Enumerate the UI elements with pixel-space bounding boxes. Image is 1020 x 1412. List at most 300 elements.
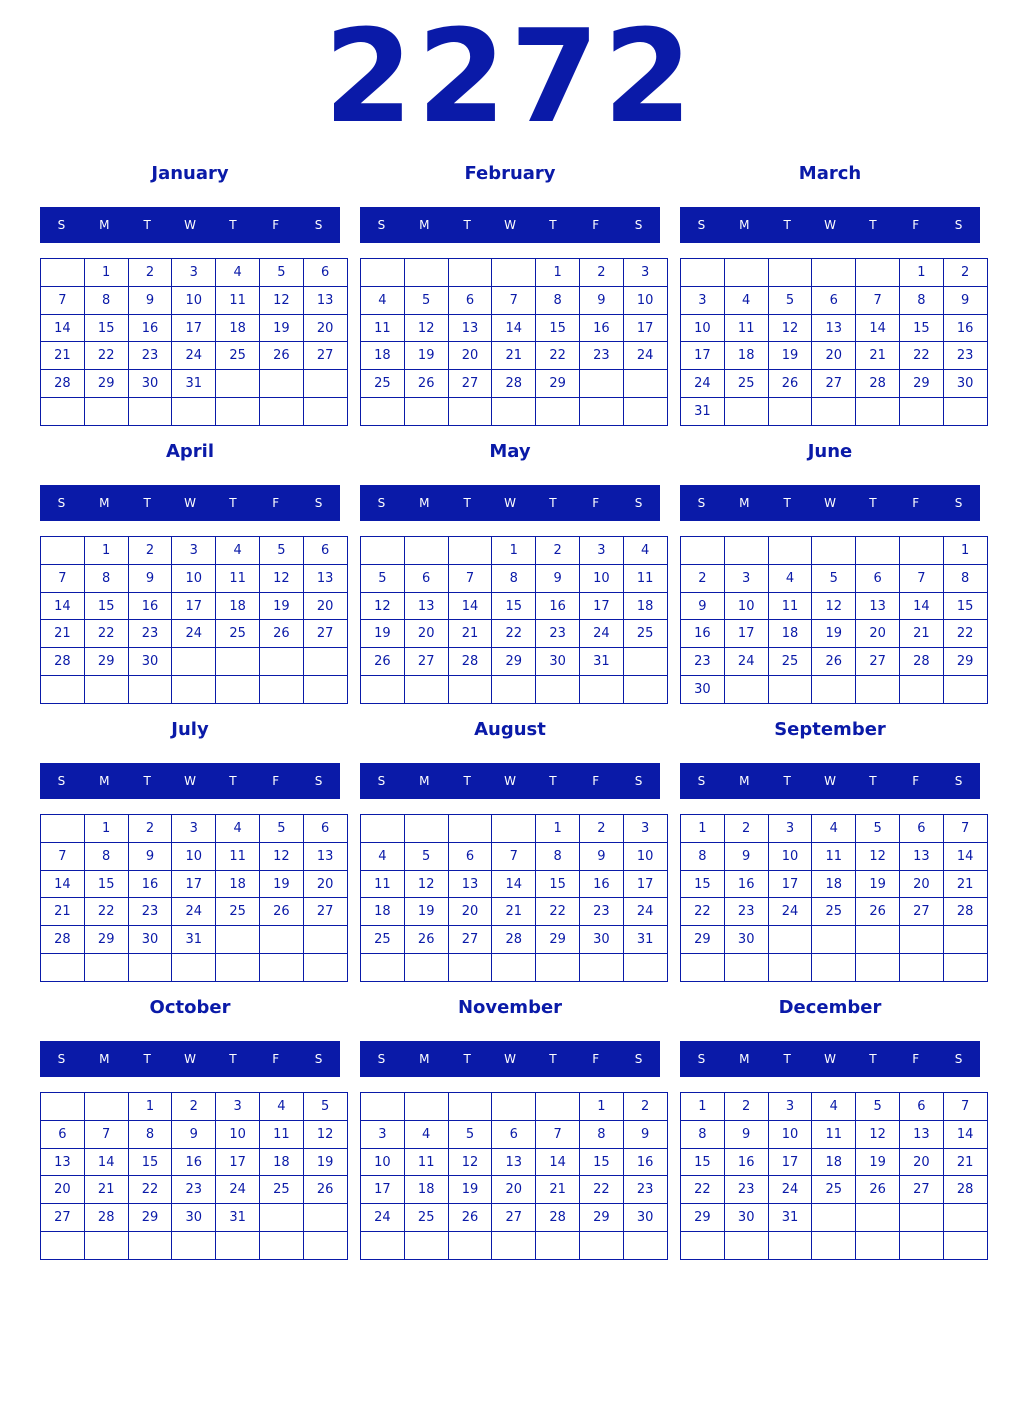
day-cell: 14 [492, 870, 536, 898]
day-cell [41, 259, 85, 287]
day-cell: 18 [724, 342, 768, 370]
day-cell: 8 [681, 842, 725, 870]
day-cell [128, 1232, 172, 1260]
week-row [681, 676, 988, 704]
day-cell: 30 [536, 648, 580, 676]
day-cell: 1 [84, 537, 128, 565]
weekday-label: M [739, 496, 750, 510]
week-row [41, 1120, 348, 1148]
day-cell: 29 [128, 1204, 172, 1232]
weekday-label: T [783, 774, 791, 788]
day-cell: 7 [536, 1120, 580, 1148]
day-cell: 4 [216, 259, 260, 287]
day-cell [856, 259, 900, 287]
day-cell: 27 [303, 342, 347, 370]
day-cell: 10 [768, 1120, 812, 1148]
day-cell [361, 398, 405, 426]
day-cell: 24 [579, 620, 623, 648]
weekday-label: M [739, 1052, 750, 1066]
weekday-label: M [419, 218, 430, 232]
week-row [361, 676, 668, 704]
day-cell [768, 954, 812, 982]
week-row [361, 1232, 668, 1260]
day-cell: 1 [681, 1093, 725, 1121]
week-row [361, 1120, 668, 1148]
weekday-label: F [912, 1052, 920, 1066]
day-cell: 28 [856, 370, 900, 398]
week-row [681, 620, 988, 648]
weekday-label: S [634, 496, 643, 510]
weekday-label: W [184, 774, 196, 788]
day-cell: 5 [361, 564, 405, 592]
day-cell: 12 [259, 286, 303, 314]
day-cell: 9 [128, 842, 172, 870]
day-cell: 25 [361, 926, 405, 954]
day-cell [768, 259, 812, 287]
day-cell: 11 [724, 314, 768, 342]
day-cell: 9 [128, 286, 172, 314]
day-cell: 21 [856, 342, 900, 370]
week-row [681, 898, 988, 926]
week-row [361, 1093, 668, 1121]
day-grid [360, 258, 668, 426]
day-cell: 23 [681, 648, 725, 676]
day-cell: 7 [899, 564, 943, 592]
month-name: July [171, 719, 209, 740]
month-name: January [151, 163, 229, 184]
week-row [681, 398, 988, 426]
day-cell: 27 [303, 898, 347, 926]
day-cell: 12 [404, 870, 448, 898]
day-cell: 16 [128, 314, 172, 342]
day-cell: 15 [943, 592, 987, 620]
day-cell: 26 [768, 370, 812, 398]
day-cell: 2 [724, 1093, 768, 1121]
week-row [681, 1093, 988, 1121]
day-cell [448, 954, 492, 982]
day-cell: 20 [303, 870, 347, 898]
weekday-header [680, 207, 980, 243]
week-row [681, 648, 988, 676]
day-cell [812, 676, 856, 704]
day-cell [492, 259, 536, 287]
day-cell: 23 [128, 620, 172, 648]
day-cell: 26 [259, 342, 303, 370]
day-cell [812, 398, 856, 426]
day-cell: 14 [943, 1120, 987, 1148]
day-cell: 24 [768, 898, 812, 926]
weekday-label: S [697, 1052, 706, 1066]
day-cell [41, 537, 85, 565]
weekday-label: T [549, 1052, 557, 1066]
day-cell: 8 [84, 286, 128, 314]
day-cell [492, 398, 536, 426]
day-cell: 30 [724, 926, 768, 954]
day-cell: 7 [84, 1120, 128, 1148]
day-cell [41, 676, 85, 704]
day-cell [84, 676, 128, 704]
day-cell: 17 [768, 870, 812, 898]
day-cell: 25 [724, 370, 768, 398]
day-cell: 5 [404, 842, 448, 870]
day-cell [216, 370, 260, 398]
day-cell: 12 [856, 1120, 900, 1148]
weekday-header [680, 1041, 980, 1077]
day-cell [579, 1232, 623, 1260]
weekday-label: T [229, 1052, 237, 1066]
month-name: November [457, 997, 563, 1018]
day-cell [899, 537, 943, 565]
week-row [41, 564, 348, 592]
day-cell: 4 [361, 842, 405, 870]
day-cell: 8 [943, 564, 987, 592]
week-row [361, 648, 668, 676]
day-cell: 11 [216, 842, 260, 870]
weekday-label: T [229, 496, 237, 510]
day-cell: 4 [623, 537, 667, 565]
day-cell [768, 537, 812, 565]
day-cell: 26 [303, 1176, 347, 1204]
day-cell: 18 [361, 898, 405, 926]
day-cell: 21 [41, 342, 85, 370]
day-cell [492, 676, 536, 704]
day-cell: 1 [84, 259, 128, 287]
day-cell [681, 954, 725, 982]
day-cell: 9 [128, 564, 172, 592]
day-grid [680, 814, 988, 982]
weekday-label: T [463, 1052, 471, 1066]
day-cell: 7 [856, 286, 900, 314]
day-cell: 4 [216, 537, 260, 565]
day-cell: 6 [856, 564, 900, 592]
day-cell: 28 [448, 648, 492, 676]
day-cell [768, 398, 812, 426]
weekday-label: T [869, 218, 877, 232]
month-name: February [464, 163, 556, 184]
weekday-label: S [697, 496, 706, 510]
weekday-label: M [419, 774, 430, 788]
day-cell: 22 [536, 898, 580, 926]
day-cell: 23 [579, 342, 623, 370]
day-cell: 29 [536, 926, 580, 954]
day-cell: 25 [216, 898, 260, 926]
day-cell: 2 [681, 564, 725, 592]
day-cell: 1 [536, 815, 580, 843]
day-cell [943, 1232, 987, 1260]
day-cell: 10 [172, 842, 216, 870]
weekday-label: W [824, 218, 836, 232]
day-cell [404, 1093, 448, 1121]
day-cell: 8 [128, 1120, 172, 1148]
day-cell: 31 [172, 926, 216, 954]
day-cell: 29 [536, 370, 580, 398]
day-cell: 27 [41, 1204, 85, 1232]
week-row [361, 564, 668, 592]
day-cell: 16 [579, 314, 623, 342]
month-name: December [778, 997, 882, 1018]
day-cell: 24 [361, 1204, 405, 1232]
weekday-label: S [57, 496, 66, 510]
day-cell: 31 [216, 1204, 260, 1232]
day-cell: 21 [536, 1176, 580, 1204]
day-cell: 3 [724, 564, 768, 592]
day-cell: 2 [128, 815, 172, 843]
day-cell: 22 [943, 620, 987, 648]
day-cell [361, 259, 405, 287]
day-cell: 11 [216, 564, 260, 592]
day-cell [623, 1232, 667, 1260]
day-cell: 25 [623, 620, 667, 648]
day-cell [303, 398, 347, 426]
day-cell: 30 [172, 1204, 216, 1232]
day-cell: 2 [172, 1093, 216, 1121]
weekday-label: M [739, 774, 750, 788]
week-row [681, 286, 988, 314]
day-cell: 3 [768, 815, 812, 843]
day-cell: 15 [579, 1148, 623, 1176]
weekday-label: T [463, 218, 471, 232]
day-cell: 3 [579, 537, 623, 565]
day-cell: 26 [259, 620, 303, 648]
day-cell: 24 [724, 648, 768, 676]
day-cell: 10 [681, 314, 725, 342]
day-cell: 7 [943, 815, 987, 843]
day-grid [40, 258, 348, 426]
day-cell: 21 [41, 620, 85, 648]
day-cell [259, 954, 303, 982]
day-cell: 21 [943, 1148, 987, 1176]
weekday-header [360, 207, 660, 243]
day-cell [812, 537, 856, 565]
day-cell: 23 [172, 1176, 216, 1204]
day-cell [943, 676, 987, 704]
day-cell: 2 [128, 259, 172, 287]
day-cell: 13 [303, 286, 347, 314]
day-cell [812, 1232, 856, 1260]
weekday-label: T [783, 496, 791, 510]
day-cell: 11 [216, 286, 260, 314]
day-grid [360, 814, 668, 982]
day-cell: 26 [259, 898, 303, 926]
day-cell: 18 [361, 342, 405, 370]
day-cell: 20 [492, 1176, 536, 1204]
day-cell [448, 815, 492, 843]
day-cell: 12 [768, 314, 812, 342]
day-cell [724, 259, 768, 287]
day-cell: 25 [259, 1176, 303, 1204]
weekday-label: W [824, 774, 836, 788]
day-cell [856, 1232, 900, 1260]
week-row [41, 537, 348, 565]
day-cell: 20 [448, 898, 492, 926]
week-row [41, 815, 348, 843]
week-row [41, 1204, 348, 1232]
day-cell: 29 [84, 926, 128, 954]
day-cell: 7 [41, 286, 85, 314]
weekday-label: W [184, 218, 196, 232]
day-cell [536, 398, 580, 426]
day-cell [361, 954, 405, 982]
day-grid [680, 536, 988, 704]
day-cell: 18 [812, 1148, 856, 1176]
day-cell: 16 [128, 592, 172, 620]
day-cell: 13 [303, 842, 347, 870]
day-cell: 31 [768, 1204, 812, 1232]
day-cell: 17 [681, 342, 725, 370]
day-cell: 11 [623, 564, 667, 592]
day-cell: 1 [943, 537, 987, 565]
day-cell [536, 954, 580, 982]
day-cell: 16 [623, 1148, 667, 1176]
day-cell: 21 [41, 898, 85, 926]
day-cell [216, 398, 260, 426]
day-cell: 10 [623, 842, 667, 870]
weekday-label: F [272, 496, 280, 510]
day-grid [680, 1092, 988, 1260]
weekday-label: S [954, 774, 963, 788]
day-cell: 16 [579, 870, 623, 898]
day-cell: 20 [404, 620, 448, 648]
weekday-label: W [504, 496, 516, 510]
week-row [681, 1148, 988, 1176]
day-cell: 15 [536, 314, 580, 342]
day-cell: 25 [361, 370, 405, 398]
day-cell: 10 [216, 1120, 260, 1148]
day-cell [259, 676, 303, 704]
day-cell [404, 954, 448, 982]
day-cell [41, 1093, 85, 1121]
day-cell [856, 926, 900, 954]
day-cell [84, 954, 128, 982]
day-cell [41, 954, 85, 982]
day-cell: 22 [84, 898, 128, 926]
day-cell: 28 [492, 926, 536, 954]
day-cell: 20 [303, 592, 347, 620]
week-row [681, 1204, 988, 1232]
day-cell: 28 [41, 648, 85, 676]
weekday-label: F [592, 218, 600, 232]
day-cell: 12 [259, 564, 303, 592]
weekday-label: T [143, 496, 151, 510]
day-cell: 26 [361, 648, 405, 676]
day-cell: 29 [681, 926, 725, 954]
week-row [361, 1204, 668, 1232]
day-cell [448, 259, 492, 287]
day-cell: 10 [724, 592, 768, 620]
day-cell [899, 926, 943, 954]
day-cell: 22 [84, 620, 128, 648]
day-cell: 29 [899, 370, 943, 398]
weekday-label: T [229, 218, 237, 232]
day-cell: 11 [259, 1120, 303, 1148]
weekday-header [40, 485, 340, 521]
week-row [361, 537, 668, 565]
day-cell: 13 [856, 592, 900, 620]
weekday-label: M [99, 1052, 110, 1066]
day-cell: 19 [303, 1148, 347, 1176]
day-grid [40, 814, 348, 982]
day-cell: 5 [303, 1093, 347, 1121]
day-cell: 3 [172, 537, 216, 565]
day-cell: 23 [579, 898, 623, 926]
day-cell: 30 [681, 676, 725, 704]
day-cell [856, 1204, 900, 1232]
day-cell: 8 [84, 564, 128, 592]
day-cell: 18 [623, 592, 667, 620]
day-cell [579, 676, 623, 704]
week-row [681, 842, 988, 870]
weekday-label: S [377, 218, 386, 232]
day-cell: 2 [943, 259, 987, 287]
day-cell [259, 370, 303, 398]
day-cell: 16 [724, 870, 768, 898]
day-cell: 4 [259, 1093, 303, 1121]
week-row [681, 815, 988, 843]
weekday-label: T [229, 774, 237, 788]
day-cell: 20 [41, 1176, 85, 1204]
week-row [41, 314, 348, 342]
week-row [41, 870, 348, 898]
day-cell: 22 [128, 1176, 172, 1204]
week-row [361, 870, 668, 898]
day-cell: 18 [216, 592, 260, 620]
weekday-label: T [143, 1052, 151, 1066]
week-row [41, 370, 348, 398]
day-cell: 8 [536, 286, 580, 314]
day-cell [128, 954, 172, 982]
day-cell: 12 [404, 314, 448, 342]
week-row [681, 1176, 988, 1204]
weekday-label: W [184, 1052, 196, 1066]
day-cell: 2 [623, 1093, 667, 1121]
day-cell [724, 537, 768, 565]
day-cell: 3 [361, 1120, 405, 1148]
day-cell: 26 [404, 926, 448, 954]
day-cell: 25 [812, 898, 856, 926]
day-cell: 8 [899, 286, 943, 314]
day-cell: 12 [259, 842, 303, 870]
weekday-label: T [869, 1052, 877, 1066]
day-cell: 16 [536, 592, 580, 620]
day-cell [361, 1232, 405, 1260]
week-row [361, 342, 668, 370]
day-cell: 28 [41, 926, 85, 954]
day-cell [448, 1232, 492, 1260]
weekday-label: M [99, 774, 110, 788]
weekday-label: T [783, 218, 791, 232]
week-row [681, 342, 988, 370]
day-cell: 26 [812, 648, 856, 676]
day-cell: 19 [404, 898, 448, 926]
day-cell: 2 [128, 537, 172, 565]
week-row [41, 1176, 348, 1204]
day-cell: 18 [768, 620, 812, 648]
day-cell: 28 [536, 1204, 580, 1232]
weekday-label: M [419, 1052, 430, 1066]
weekday-label: S [314, 1052, 323, 1066]
day-cell [216, 1232, 260, 1260]
day-cell [172, 398, 216, 426]
weekday-label: F [592, 1052, 600, 1066]
week-row [41, 898, 348, 926]
day-cell [856, 398, 900, 426]
day-cell: 1 [579, 1093, 623, 1121]
day-cell [259, 1204, 303, 1232]
week-row [41, 926, 348, 954]
day-cell [303, 1204, 347, 1232]
day-cell [216, 648, 260, 676]
day-cell: 15 [84, 870, 128, 898]
